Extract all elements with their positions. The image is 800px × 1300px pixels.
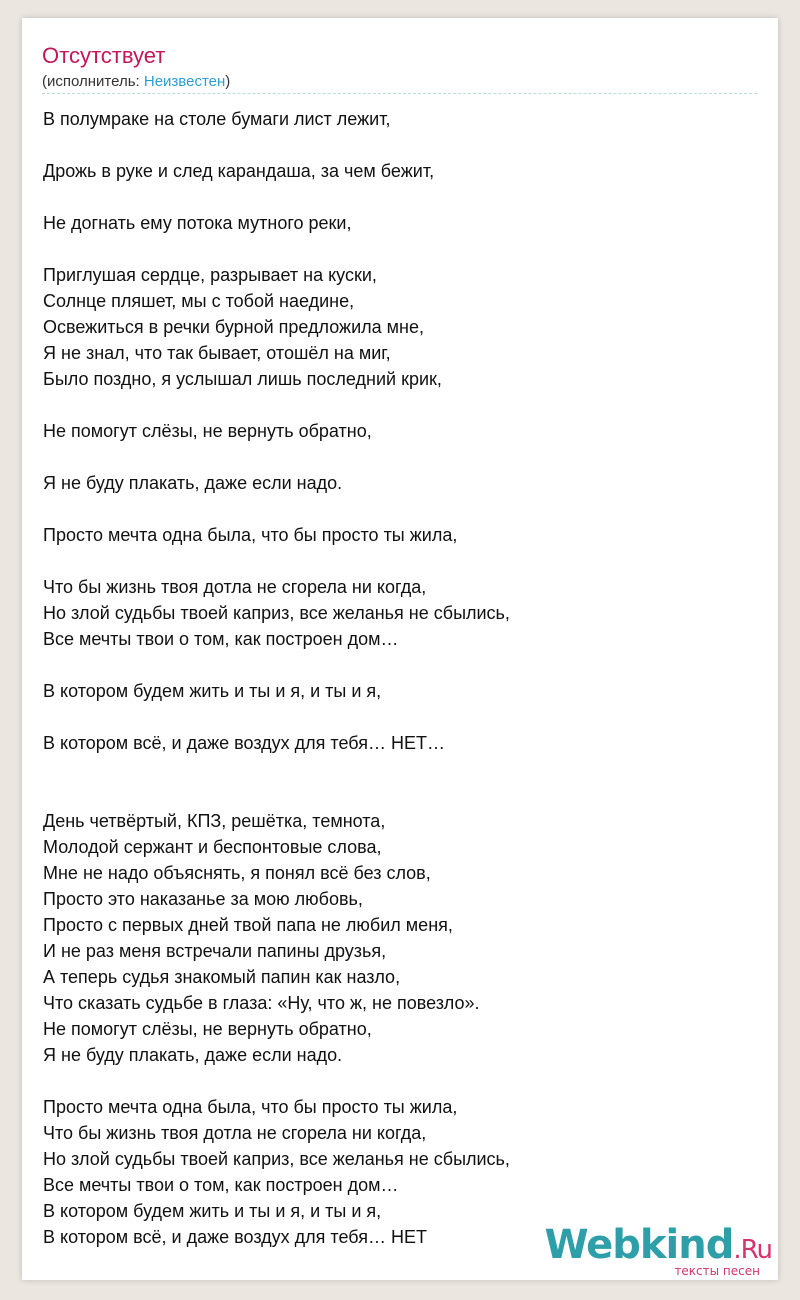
lyric-blank-line xyxy=(43,184,510,210)
lyric-line: Просто это наказанье за мою любовь, xyxy=(43,889,363,909)
lyric-line: Все мечты твои о том, как построен дом… xyxy=(43,629,399,649)
lyric-line: Я не буду плакать, даже если надо. xyxy=(43,1045,343,1065)
lyric-line: Приглушая сердце, разрывает на куски, xyxy=(43,265,377,285)
lyric-blank-line xyxy=(43,496,510,522)
lyric-line: Просто с первых дней твой папа не любил меня, xyxy=(43,915,453,935)
lyrics-text xyxy=(43,106,510,1250)
lyric-line: И не раз меня встречали папины друзья, xyxy=(43,941,387,961)
lyric-blank-line xyxy=(43,704,510,730)
artist-prefix: (исполнитель: xyxy=(42,73,144,90)
artist-line xyxy=(42,72,230,92)
lyric-line: Дрожь в руке и след карандаша, за чем бежит, xyxy=(43,161,435,181)
lyrics-card xyxy=(22,18,778,1280)
lyric-blank-line xyxy=(43,782,510,808)
lyric-line: Но злой судьбы твоей каприз, все желанья не сбылись, xyxy=(43,603,510,623)
lyric-line: Что сказать судьбе в глаза: «Ну, что ж, не повезло». xyxy=(43,993,480,1013)
lyric-line: Просто мечта одна была, что бы просто ты жила, xyxy=(43,525,458,545)
lyric-line: В котором всё, и даже воздух для тебя… НЕТ xyxy=(43,1227,427,1247)
lyric-line: Не догнать ему потока мутного реки, xyxy=(43,213,352,233)
artist-suffix: ) xyxy=(225,73,231,90)
lyric-blank-line xyxy=(43,548,510,574)
lyric-line: Я не буду плакать, даже если надо. xyxy=(43,473,343,493)
lyric-line: В котором будем жить и ты и я, и ты и я, xyxy=(43,1201,382,1221)
lyric-line: Что бы жизнь твоя дотла не сгорела ни когда, xyxy=(43,577,427,597)
lyric-blank-line xyxy=(43,444,510,470)
lyric-line: А теперь судья знакомый папин как назло, xyxy=(43,967,401,987)
lyric-line: Не помогут слёзы, не вернуть обратно, xyxy=(43,1019,372,1039)
lyric-blank-line xyxy=(43,132,510,158)
lyric-line: В котором всё, и даже воздух для тебя… НЕТ… xyxy=(43,733,445,753)
lyric-line: День четвёртый, КПЗ, решётка, темнота, xyxy=(43,811,386,831)
artist-link[interactable]: Неизвестен xyxy=(143,73,226,90)
lyric-line: Молодой сержант и беспонтовые слова, xyxy=(43,837,382,857)
lyric-line: Солнце пляшет, мы с тобой наедине, xyxy=(43,291,355,311)
lyric-blank-line xyxy=(43,236,510,262)
lyric-line: Не помогут слёзы, не вернуть обратно, xyxy=(43,421,372,441)
lyric-blank-line xyxy=(43,756,510,782)
lyric-line: Я не знал, что так бывает, отошёл на миг, xyxy=(43,343,391,363)
logo-tagline: тексты песен xyxy=(674,1264,760,1278)
lyric-line: В котором будем жить и ты и я, и ты и я, xyxy=(43,681,382,701)
title-divider xyxy=(42,93,757,94)
lyric-blank-line xyxy=(43,392,510,418)
logo-name: Webkind xyxy=(544,1222,734,1268)
lyric-line: Что бы жизнь твоя дотла не сгорела ни когда, xyxy=(43,1123,427,1143)
song-title: Отсутствует xyxy=(42,43,166,68)
lyric-line: Все мечты твои о том, как построен дом… xyxy=(43,1175,399,1195)
logo-suffix: .Ru xyxy=(733,1235,772,1265)
lyric-line: Было поздно, я услышал лишь последний крик, xyxy=(43,369,442,389)
lyric-line: Просто мечта одна была, что бы просто ты жила, xyxy=(43,1097,458,1117)
lyric-line: Но злой судьбы твоей каприз, все желанья не сбылись, xyxy=(43,1149,510,1169)
lyric-blank-line xyxy=(43,1068,510,1094)
lyric-line: Мне не надо объяснять, я понял всё без слов, xyxy=(43,863,431,883)
lyric-blank-line xyxy=(43,652,510,678)
lyric-line: Освежиться в речки бурной предложила мне, xyxy=(43,317,424,337)
lyric-line: В полумраке на столе бумаги лист лежит, xyxy=(43,109,391,129)
